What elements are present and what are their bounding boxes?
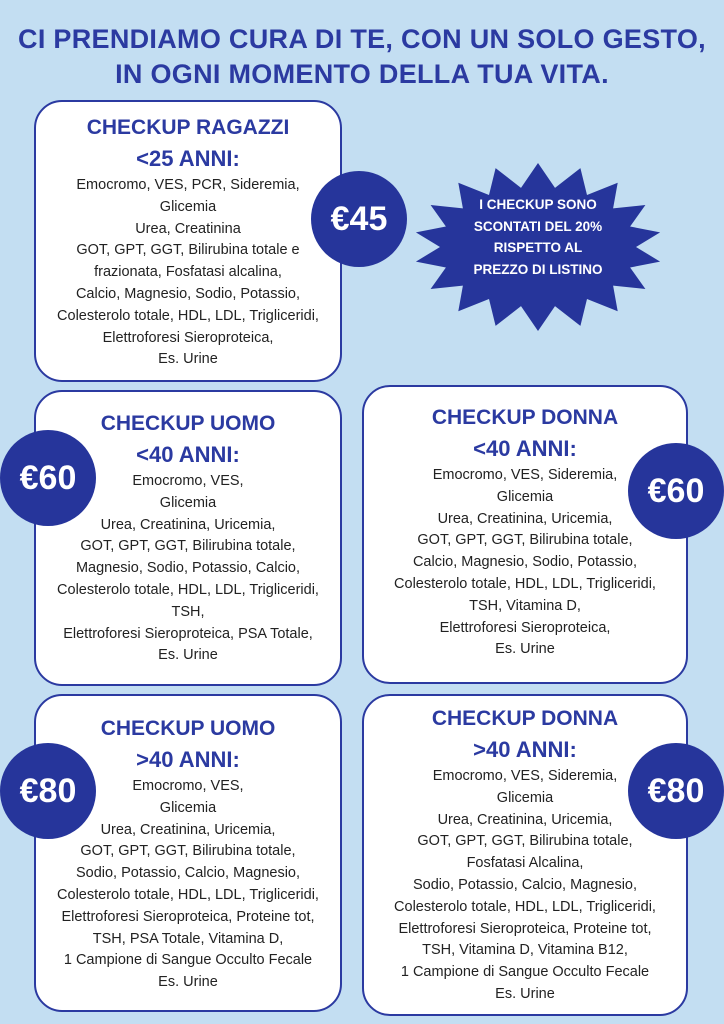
test-line: Urea, Creatinina bbox=[135, 220, 241, 237]
test-line: GOT, GPT, GGT, Bilirubina totale, bbox=[80, 843, 296, 860]
checkup-card-uomo-under-40 bbox=[34, 390, 342, 686]
test-line: Colesterolo totale, HDL, LDL, Trigliceridi, bbox=[394, 575, 656, 592]
card-title: CHECKUP DONNA bbox=[431, 406, 619, 429]
test-line: Elettroforesi Sieroproteica, bbox=[439, 619, 611, 636]
test-line: Emocromo, VES, bbox=[132, 778, 244, 794]
test-line: Colesterolo totale, HDL, LDL, Trigliceridi, bbox=[57, 307, 319, 324]
card-subtitle: <40 ANNI: bbox=[473, 436, 577, 461]
test-line: Urea, Creatinina, Uricemia, bbox=[437, 510, 613, 527]
headline-line-1: CI PRENDIAMO CURA DI TE, CON UN SOLO GESTO, bbox=[18, 24, 706, 54]
test-line: 1 Campione di Sangue Occulto Fecale bbox=[63, 952, 313, 969]
test-line: Emocromo, VES, PCR, Sideremia, bbox=[76, 177, 300, 193]
test-line: Elettroforesi Sieroproteica, PSA Totale, bbox=[63, 625, 313, 642]
card-subtitle: <40 ANNI: bbox=[136, 442, 240, 467]
test-line: TSH, Vitamina D, bbox=[469, 597, 581, 614]
discount-line-3: RISPETTO AL bbox=[493, 240, 583, 255]
test-line: Magnesio, Sodio, Potassio, Calcio, bbox=[75, 560, 301, 577]
test-line: Emocromo, VES, Sideremia, bbox=[432, 467, 618, 483]
price-badge-uomo-over-40: €80 bbox=[0, 743, 96, 839]
test-line: Es. Urine bbox=[495, 985, 555, 1002]
test-line: Sodio, Potassio, Calcio, Magnesio, bbox=[75, 865, 301, 882]
card-title: CHECKUP UOMO bbox=[100, 717, 276, 740]
test-line: Glicemia bbox=[159, 799, 217, 816]
test-line: Emocromo, VES, bbox=[132, 473, 244, 489]
price-badge-donna-over-40: €80 bbox=[628, 743, 724, 839]
test-list bbox=[36, 175, 340, 371]
test-line: Glicemia bbox=[496, 789, 554, 806]
test-line: GOT, GPT, GGT, Bilirubina totale, bbox=[417, 833, 633, 850]
card-title: CHECKUP UOMO bbox=[100, 412, 276, 435]
page-headline bbox=[0, 22, 724, 92]
discount-line-2: SCONTATI DEL 20% bbox=[473, 218, 603, 234]
price-badge-uomo-under-40: €60 bbox=[0, 430, 96, 526]
test-line: Urea, Creatinina, Uricemia, bbox=[100, 516, 276, 533]
card-subtitle: <25 ANNI: bbox=[136, 146, 240, 171]
test-line: Urea, Creatinina, Uricemia, bbox=[437, 811, 613, 828]
test-line: GOT, GPT, GGT, Bilirubina totale e bbox=[76, 242, 300, 259]
price-badge-ragazzi: €45 bbox=[311, 171, 407, 267]
test-line: Calcio, Magnesio, Sodio, Potassio, bbox=[412, 554, 638, 571]
discount-line-1: I CHECKUP SONO bbox=[479, 197, 597, 212]
discount-note bbox=[448, 194, 628, 280]
test-line: Colesterolo totale, HDL, LDL, Trigliceridi, bbox=[57, 886, 319, 903]
test-line: Elettroforesi Sieroproteica, Proteine tot, bbox=[398, 920, 652, 937]
card-subtitle: >40 ANNI: bbox=[473, 737, 577, 762]
test-line: 1 Campione di Sangue Occulto Fecale bbox=[400, 964, 650, 981]
test-line: frazionata, Fosfatasi alcalina, bbox=[94, 264, 282, 281]
checkup-card-uomo-over-40 bbox=[34, 694, 342, 1012]
test-line: TSH, PSA Totale, Vitamina D, bbox=[92, 930, 284, 947]
test-line: Es. Urine bbox=[495, 641, 555, 658]
checkup-card-donna-over-40 bbox=[362, 694, 688, 1016]
card-subtitle: >40 ANNI: bbox=[136, 747, 240, 772]
test-line: Es. Urine bbox=[158, 351, 218, 368]
test-line: TSH, bbox=[171, 603, 205, 620]
test-line: GOT, GPT, GGT, Bilirubina totale, bbox=[80, 538, 296, 555]
test-line: Urea, Creatinina, Uricemia, bbox=[100, 821, 276, 838]
test-line: Glicemia bbox=[159, 198, 217, 215]
test-line: Elettroforesi Sieroproteica, Proteine tot, bbox=[61, 908, 315, 925]
test-line: Glicemia bbox=[496, 488, 554, 505]
checkup-card-ragazzi bbox=[34, 100, 342, 382]
test-line: Colesterolo totale, HDL, LDL, Trigliceridi, bbox=[394, 898, 656, 915]
test-line: Sodio, Potassio, Calcio, Magnesio, bbox=[412, 876, 638, 893]
test-line: Glicemia bbox=[159, 494, 217, 511]
test-line: Es. Urine bbox=[158, 647, 218, 664]
test-line: Elettroforesi Sieroproteica, bbox=[102, 329, 274, 346]
test-line: Colesterolo totale, HDL, LDL, Trigliceridi, bbox=[57, 581, 319, 598]
card-title: CHECKUP DONNA bbox=[431, 707, 619, 730]
test-line: Es. Urine bbox=[158, 974, 218, 991]
checkup-card-donna-under-40 bbox=[362, 385, 688, 684]
price-badge-donna-under-40: €60 bbox=[628, 443, 724, 539]
card-title: CHECKUP RAGAZZI bbox=[86, 116, 290, 139]
discount-line-4: PREZZO DI LISTINO bbox=[473, 261, 603, 277]
test-line: Calcio, Magnesio, Sodio, Potassio, bbox=[75, 285, 301, 302]
headline-line-2: IN OGNI MOMENTO DELLA TUA VITA. bbox=[115, 59, 609, 89]
test-line: GOT, GPT, GGT, Bilirubina totale, bbox=[417, 532, 633, 549]
test-line: Emocromo, VES, Sideremia, bbox=[432, 768, 618, 784]
test-line: Fosfatasi Alcalina, bbox=[466, 855, 584, 872]
test-line: TSH, Vitamina D, Vitamina B12, bbox=[422, 942, 628, 959]
